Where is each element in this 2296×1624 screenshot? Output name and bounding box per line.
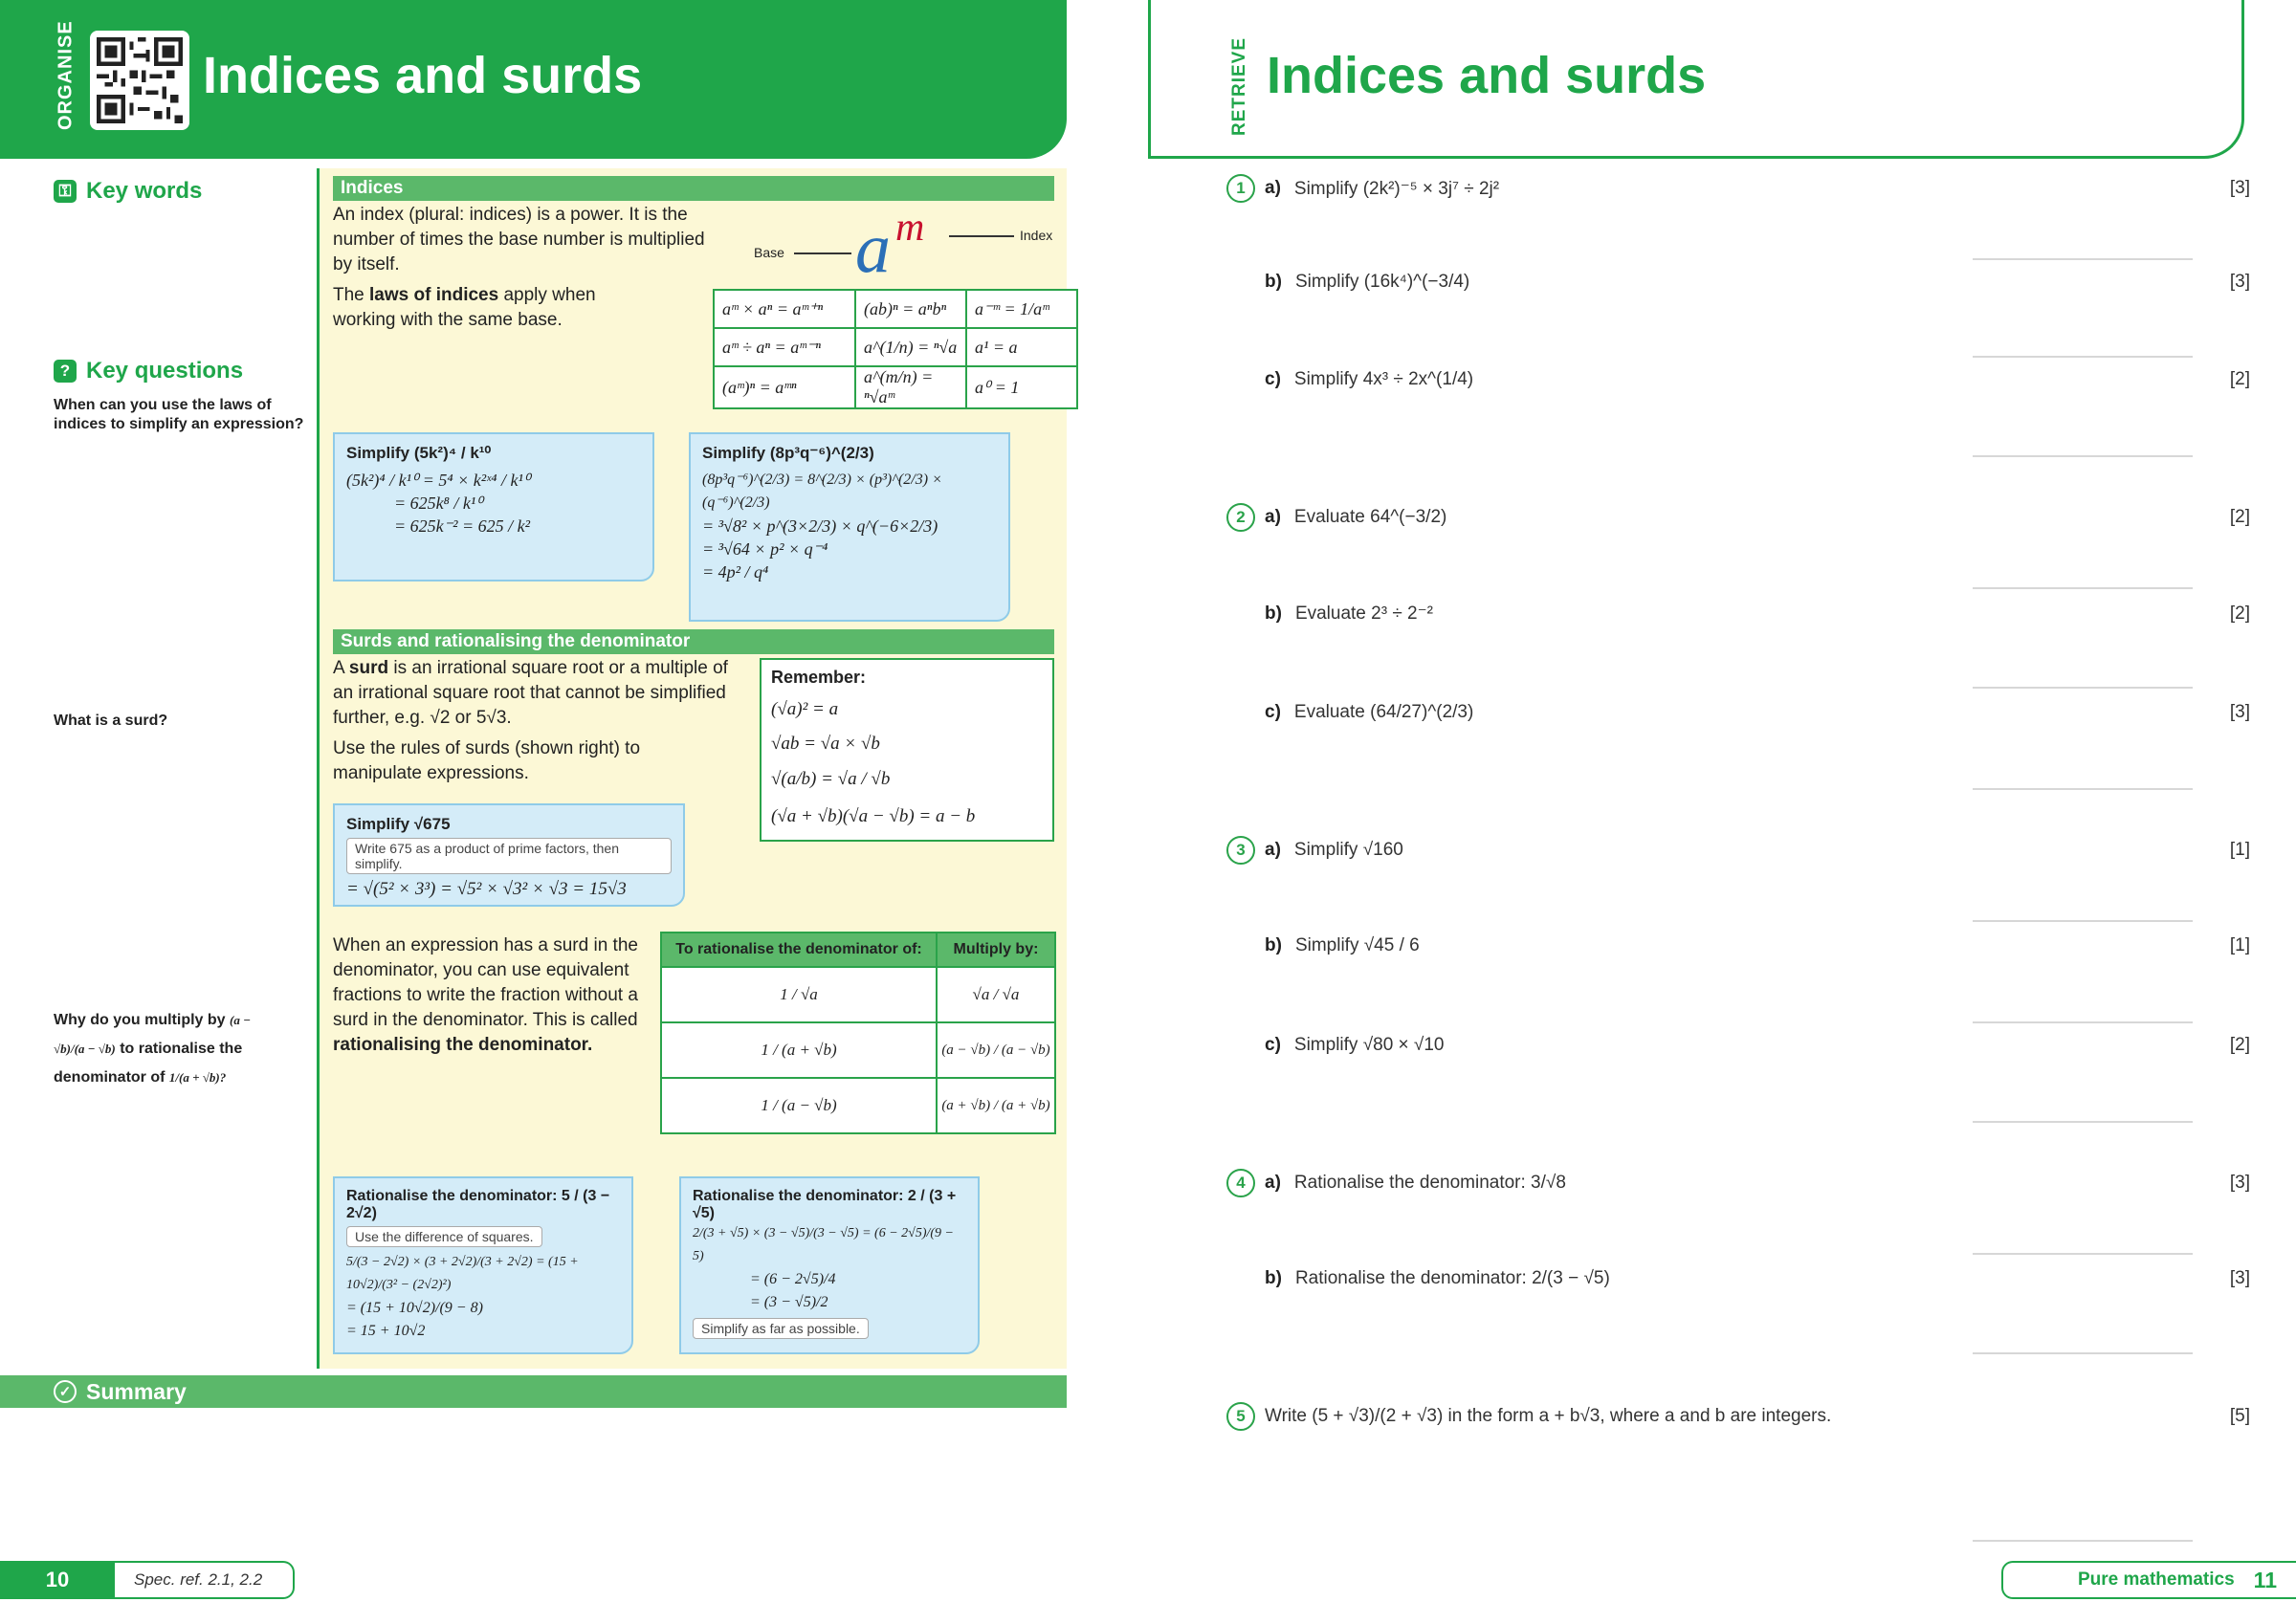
example-line: = 15 + 10√2 bbox=[346, 1323, 426, 1339]
organise-tag: ORGANISE bbox=[55, 20, 77, 131]
key-words-icon: ⚿ bbox=[54, 180, 77, 203]
answer-line[interactable] bbox=[1973, 687, 2193, 689]
question-number: 4 bbox=[1226, 1169, 1255, 1197]
key-question-multiply bbox=[54, 1006, 283, 1092]
example-line: = (15 + 10√2)/(9 − 8) bbox=[346, 1300, 483, 1316]
remember-rule: √ab = √a × √b bbox=[771, 734, 880, 754]
rat-table-cell: (a + √b) / (a + √b) bbox=[937, 1078, 1055, 1133]
base-arrow bbox=[794, 252, 851, 254]
surd-definition-post: is an irrational square root or a multiple of an irrational square root that cannot be simplified further, e.g. √2 or 5√3. bbox=[333, 658, 728, 728]
big-power-m: m bbox=[895, 206, 925, 250]
question-part: a) bbox=[1265, 507, 1281, 527]
indices-laws-pre: The bbox=[333, 285, 364, 305]
question-marks: [2] bbox=[2229, 1035, 2250, 1055]
index-arrow bbox=[949, 235, 1014, 237]
question-marks: [3] bbox=[2229, 1173, 2250, 1193]
left-page-footer bbox=[0, 1561, 295, 1599]
rat-table-cell: (a − √b) / (a − √b) bbox=[937, 1022, 1055, 1078]
question-text: Simplify √45 / 6 bbox=[1294, 935, 1420, 955]
example-title: Simplify (5k²)⁴ / k¹⁰ bbox=[346, 444, 492, 462]
example-line: (8p³q⁻⁶)^(2/3) = 8^(2/3) × (p³)^(2/3) × (q⁻⁶)^(2/3) bbox=[702, 472, 942, 511]
law-cell: aᵐ × aⁿ = aᵐ⁺ⁿ bbox=[714, 290, 855, 328]
rat-table-header: Multiply by: bbox=[937, 933, 1055, 967]
question-text: Write (5 + √3)/(2 + √3) in the form a + b√3, where a and b are integers. bbox=[1265, 1406, 1832, 1426]
question-number: 2 bbox=[1226, 503, 1255, 532]
question-part: b) bbox=[1265, 603, 1282, 624]
key-question-multiply-text-b: to rationalise the denominator of bbox=[54, 1041, 243, 1086]
remember-box bbox=[760, 658, 1054, 842]
question-marks: [1] bbox=[2229, 935, 2250, 955]
rat-table-cell: 1 / (a − √b) bbox=[661, 1078, 937, 1133]
rat-table-cell: 1 / (a + √b) bbox=[661, 1022, 937, 1078]
question-4b bbox=[1226, 1268, 2250, 1289]
example-rationalise-2 bbox=[679, 1176, 980, 1354]
law-cell: a⁰ = 1 bbox=[966, 366, 1077, 408]
remember-rule: √(a/b) = √a / √b bbox=[771, 769, 891, 789]
question-text: Rationalise the denominator: 2/(3 − √5) bbox=[1294, 1268, 1610, 1288]
law-cell: (aᵐ)ⁿ = aᵐⁿ bbox=[714, 366, 855, 408]
question-marks: [3] bbox=[2229, 702, 2250, 722]
example-line: = ³√64 × p² × q⁻⁴ bbox=[702, 539, 828, 559]
question-number: 1 bbox=[1226, 174, 1255, 203]
question-marks: [3] bbox=[2229, 272, 2250, 292]
question-marks: [3] bbox=[2229, 178, 2250, 198]
key-question-surd: What is a surd? bbox=[54, 713, 168, 729]
question-marks: [3] bbox=[2229, 1268, 2250, 1288]
index-label: Index bbox=[1020, 228, 1053, 243]
example-line: = √(5² × 3³) = √5² × √3² × √3 = 15√3 bbox=[346, 879, 627, 899]
left-page-title: Indices and surds bbox=[203, 47, 643, 104]
qr-code-icon[interactable] bbox=[90, 31, 189, 130]
example-simplify-5k2 bbox=[333, 432, 654, 582]
footer-subject: Pure mathematics bbox=[2077, 1569, 2235, 1590]
example-line: = 625k⁻² = 625 / k² bbox=[394, 516, 531, 536]
remember-rule: (√a)² = a bbox=[771, 699, 839, 719]
key-words-label: Key words bbox=[86, 178, 203, 204]
surd-rules-text: Use the rules of surds (shown right) to manipulate expressions. bbox=[333, 738, 641, 783]
indices-laws-post: apply when working with the same base. bbox=[333, 285, 596, 330]
law-cell: a⁻ᵐ = 1/aᵐ bbox=[966, 290, 1077, 328]
example-hint: Simplify as far as possible. bbox=[693, 1318, 869, 1339]
question-text: Evaluate 64^(−3/2) bbox=[1293, 507, 1447, 527]
example-line: = ³√8² × p^(3×2/3) × q^(−6×2/3) bbox=[702, 516, 938, 536]
law-cell: a^(1/n) = ⁿ√a bbox=[855, 328, 966, 366]
answer-line[interactable] bbox=[1973, 788, 2193, 790]
key-questions-heading bbox=[54, 358, 243, 384]
indices-laws-text bbox=[333, 283, 620, 333]
example-rationalise-5 bbox=[333, 1176, 633, 1354]
example-simplify-root-675 bbox=[333, 803, 685, 907]
example-line: 5/(3 − 2√2) × (3 + 2√2)/(3 + 2√2) = (15 + 10√2)/(3² − (2√2)²) bbox=[346, 1255, 579, 1292]
question-2c bbox=[1226, 702, 2250, 723]
question-text: Simplify √160 bbox=[1293, 840, 1403, 860]
question-part: c) bbox=[1265, 1035, 1281, 1055]
question-text: Evaluate (64/27)^(2/3) bbox=[1293, 702, 1474, 722]
question-marks: [2] bbox=[2229, 603, 2250, 624]
rationalise-table bbox=[660, 932, 1056, 1134]
rat-table-cell: √a / √a bbox=[937, 967, 1055, 1022]
key-question-multiply-fraction-2: 1/(a + √b)? bbox=[168, 1070, 227, 1085]
right-page-title: Indices and surds bbox=[1267, 47, 1707, 104]
question-5 bbox=[1226, 1402, 2250, 1431]
indices-laws-bold: laws of indices bbox=[369, 285, 499, 305]
question-text: Evaluate 2³ ÷ 2⁻² bbox=[1294, 604, 1433, 624]
question-part: b) bbox=[1265, 272, 1282, 292]
answer-line[interactable] bbox=[1973, 258, 2193, 260]
big-base-a: a bbox=[855, 209, 891, 288]
question-text: Simplify √80 × √10 bbox=[1293, 1035, 1445, 1055]
question-marks: [2] bbox=[2229, 369, 2250, 389]
remember-rule: (√a + √b)(√a − √b) = a − b bbox=[771, 806, 976, 826]
key-questions-label: Key questions bbox=[86, 358, 244, 384]
question-marks: [1] bbox=[2229, 840, 2250, 860]
answer-line[interactable] bbox=[1973, 1540, 2193, 1542]
right-page-footer bbox=[2001, 1561, 2296, 1599]
question-part: b) bbox=[1265, 935, 1282, 955]
law-cell: (ab)ⁿ = aⁿbⁿ bbox=[855, 290, 966, 328]
surd-definition bbox=[333, 656, 744, 731]
example-line: = (6 − 2√5)/4 bbox=[750, 1271, 836, 1287]
left-page-number: 10 bbox=[0, 1563, 115, 1597]
example-title: Rationalise the denominator: 5 / (3 − 2√2) bbox=[346, 1188, 610, 1221]
key-words-heading bbox=[54, 178, 202, 205]
question-part: c) bbox=[1265, 702, 1281, 722]
law-cell: a¹ = a bbox=[966, 328, 1077, 366]
question-text: Simplify (16k⁴)^(−3/4) bbox=[1294, 272, 1470, 292]
question-1b bbox=[1226, 272, 2250, 293]
retrieve-tag: RETRIEVE bbox=[1229, 36, 1249, 136]
example-line: = 625k⁸ / k¹⁰ bbox=[394, 494, 483, 513]
question-part: a) bbox=[1265, 840, 1281, 860]
answer-line[interactable] bbox=[1973, 1121, 2193, 1123]
summary-label: Summary bbox=[86, 1378, 187, 1404]
example-line: 2/(3 + √5) × (3 − √5)/(3 − √5) = (6 − 2√5)/(9 − 5) bbox=[693, 1226, 954, 1263]
question-part: b) bbox=[1265, 1268, 1282, 1288]
example-title: Simplify √675 bbox=[346, 815, 451, 833]
surd-definition-pre: A bbox=[333, 658, 344, 678]
question-1a bbox=[1226, 174, 2250, 203]
surds-heading-bar: Surds and rationalising the denominator bbox=[333, 629, 1054, 654]
rationalise-text-pre: When an expression has a surd in the denominator, you can use equivalent fractions to write the fraction without a surd in the denominator. This is called bbox=[333, 935, 638, 1030]
right-page-number: 11 bbox=[2253, 1567, 2277, 1592]
law-cell: aᵐ ÷ aⁿ = aᵐ⁻ⁿ bbox=[714, 328, 855, 366]
example-line: = (3 − √5)/2 bbox=[750, 1294, 828, 1310]
answer-line[interactable] bbox=[1973, 1352, 2193, 1354]
key-question-multiply-fraction: (a − √b)/(a − √b) bbox=[54, 1013, 251, 1056]
indices-heading-bar: Indices bbox=[333, 176, 1054, 201]
question-number: 5 bbox=[1226, 1402, 1255, 1431]
answer-line[interactable] bbox=[1973, 1253, 2193, 1255]
key-question-multiply-text-a: Why do you multiply by bbox=[54, 1012, 226, 1028]
summary-bar bbox=[0, 1375, 1067, 1408]
question-part: a) bbox=[1265, 1173, 1281, 1193]
rationalise-text-bold: rationalising the denominator. bbox=[333, 1035, 593, 1055]
key-question-laws: When can you use the laws of indices to simplify an expression? bbox=[54, 397, 304, 432]
question-number: 3 bbox=[1226, 836, 1255, 865]
surd-definition-bold: surd bbox=[348, 658, 389, 678]
example-title: Simplify (8p³q⁻⁶)^(2/3) bbox=[702, 444, 874, 462]
question-2a bbox=[1226, 503, 2250, 532]
example-hint: Write 675 as a product of prime factors, then simplify. bbox=[346, 838, 672, 874]
question-4a bbox=[1226, 1169, 2250, 1197]
example-line: (5k²)⁴ / k¹⁰ = 5⁴ × k²ˣ⁴ / k¹⁰ bbox=[346, 471, 531, 490]
base-label: Base bbox=[754, 245, 784, 260]
example-title: Rationalise the denominator: 2 / (3 + √5) bbox=[693, 1188, 957, 1221]
answer-line[interactable] bbox=[1973, 1021, 2193, 1023]
indices-definition: An index (plural: indices) is a power. It is the number of times the base number is multiplied by itself. bbox=[333, 205, 705, 274]
question-text: Rationalise the denominator: 3/√8 bbox=[1293, 1173, 1566, 1193]
question-part: c) bbox=[1265, 369, 1281, 389]
key-questions-icon: ? bbox=[54, 360, 77, 383]
summary-check-icon: ✓ bbox=[54, 1380, 77, 1403]
spec-reference: Spec. ref. 2.1, 2.2 bbox=[134, 1570, 263, 1589]
example-line: = 4p² / q⁴ bbox=[702, 562, 769, 582]
rat-table-cell: 1 / √a bbox=[661, 967, 937, 1022]
example-simplify-8p3q bbox=[689, 432, 1010, 622]
question-3a bbox=[1226, 836, 2250, 865]
answer-line[interactable] bbox=[1973, 920, 2193, 922]
question-2b bbox=[1226, 603, 2250, 625]
example-hint: Use the difference of squares. bbox=[346, 1226, 542, 1247]
answer-line[interactable] bbox=[1973, 587, 2193, 589]
question-1c bbox=[1226, 369, 2250, 390]
question-3c bbox=[1226, 1035, 2250, 1056]
laws-of-indices-table bbox=[713, 289, 1078, 409]
remember-title: Remember: bbox=[771, 668, 867, 687]
question-text: Simplify (2k²)⁻⁵ × 3j⁷ ÷ 2j² bbox=[1293, 178, 1500, 199]
question-3b bbox=[1226, 935, 2250, 956]
answer-line[interactable] bbox=[1973, 356, 2193, 358]
law-cell: a^(m/n) = ⁿ√aᵐ bbox=[855, 366, 966, 408]
question-marks: [2] bbox=[2229, 507, 2250, 527]
question-part: a) bbox=[1265, 178, 1281, 198]
question-text: Simplify 4x³ ÷ 2x^(1/4) bbox=[1293, 369, 1474, 389]
question-marks: [5] bbox=[2229, 1406, 2250, 1426]
rationalise-text bbox=[333, 933, 639, 1058]
rat-table-header: To rationalise the denominator of: bbox=[661, 933, 937, 967]
answer-line[interactable] bbox=[1973, 455, 2193, 457]
